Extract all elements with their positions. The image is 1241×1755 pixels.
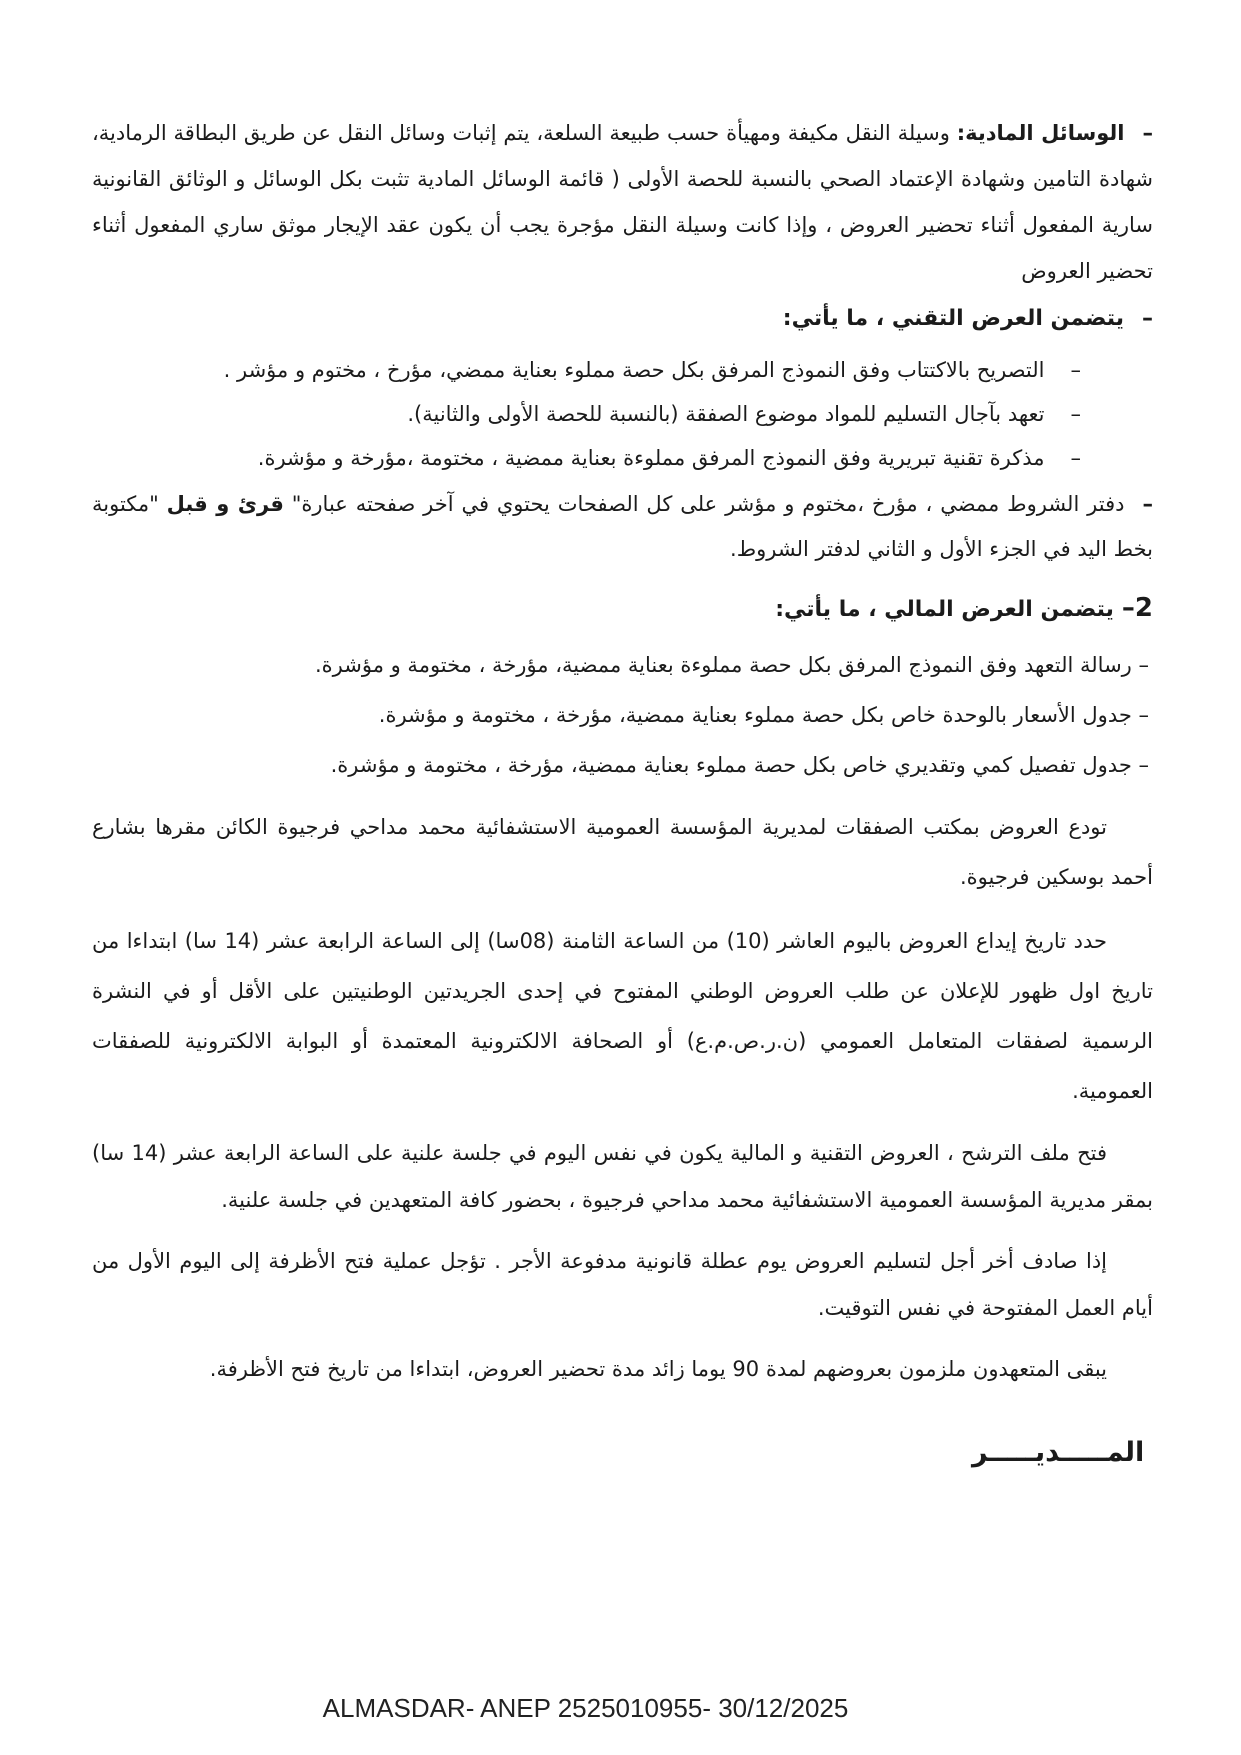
technical-offer-item-text: مذكرة تقنية تبريرية وفق النموذج المرفق مملوءة بعناية ممضية ، مختومة ،مؤرخة و مؤشرة.: [257, 446, 1045, 470]
holiday-postponement-paragraph: إذا صادف أخر أجل لتسليم العروض يوم عطلة قانونية مدفوعة الأجر . تؤجل عملية فتح الأظرفة إلى اليوم الأول من أيام العمل المفتوحة في نفس التوقيت.: [92, 1249, 1153, 1320]
financial-offer-list: [92, 642, 1153, 788]
cahier-des-charges-paragraph: [92, 482, 1153, 572]
financial-offer-item: – رسالة التعهد وفق النموذج المرفق بكل حصة مملوءة بعناية ممضية، مؤرخة ، مختومة و مؤشرة.: [314, 653, 1149, 677]
financial-offer-item: – جدول تفصيل كمي وتقديري خاص بكل حصة مملوء بعناية ممضية، مؤرخة ، مختومة و مؤشرة.: [330, 753, 1149, 777]
anep-reference-footer: ALMASDAR- ANEP 2525010955- 30/12/2025: [322, 1693, 849, 1723]
cahier-text-after: "مكتوبة بخط اليد في الجزء الأول و الثاني لدفتر الشروط.: [92, 492, 1153, 561]
technical-offer-item: [92, 348, 1081, 392]
financial-offer-heading-text: يتضمن العرض المالي ، ما يأتي:: [775, 597, 1114, 622]
cahier-text-before: دفتر الشروط ممضي ، مؤرخ ،مختوم و مؤشر على كل الصفحات يحتوي في آخر صفحته عبارة": [283, 492, 1125, 516]
bullet-dash: –: [1070, 446, 1081, 470]
technical-offer-heading: [92, 296, 1153, 342]
offer-validity-paragraph: يبقى المتعهدون ملزمون بعروضهم لمدة 90 يوما زائد مدة تحضير العروض، ابتداءا من تاريخ فتح الأظرفة.: [209, 1357, 1107, 1381]
bullet-dash: –: [1070, 402, 1081, 426]
bullet-dash: –: [1142, 492, 1153, 516]
document-body: [92, 110, 1153, 1468]
technical-offer-item-text: التصريح بالاكتتاب وفق النموذج المرفق بكل حصة مملوء بعناية ممضي، مؤرخ ، مختوم و مؤشر .: [223, 358, 1045, 382]
material-means-label: الوسائل المادية:: [956, 121, 1125, 145]
technical-offer-item-text: تعهد بآجال التسليم للمواد موضوع الصفقة (بالنسبة للحصة الأولى والثانية).: [407, 402, 1045, 426]
read-and-accepted-phrase: قرئ و قبل: [166, 492, 284, 516]
financial-offer-item: – جدول الأسعار بالوحدة خاص بكل حصة مملوء بعناية ممضية، مؤرخة ، مختومة و مؤشرة.: [378, 703, 1149, 727]
submission-location-paragraph: تودع العروض بمكتب الصفقات لمديرية المؤسسة العمومية الاستشفائية محمد مداحي فرجيوة الكائن مقرها بشارع أحمد بوسكين فرجيوة.: [92, 815, 1153, 889]
director-signature: المـــــديـــــر: [972, 1437, 1145, 1468]
technical-offer-item: [92, 392, 1081, 436]
bullet-dash: –: [1142, 121, 1153, 145]
deposit-date-paragraph: حدد تاريخ إيداع العروض باليوم العاشر (10) من الساعة الثامنة (08سا) إلى الساعة الرابعة عشر (14 سا) ابتداءا من تاريخ اول ظهور للإعلان عن طلب العروض الوطني المفتوح في إحدى الجريدتين الوطنيتين على الأقل أو في النشرة الرسمية لصفقات المتعامل العمومي (ن.ر.ص.م.ع) أو الصحافة الالكترونية المعتمدة أو البوابة الالكترونية للصفقات العمومية.: [92, 929, 1153, 1103]
technical-offer-list: [92, 348, 1153, 480]
bullet-dash: –: [1070, 358, 1081, 382]
material-means-paragraph: [92, 110, 1153, 294]
technical-offer-item: [92, 436, 1081, 480]
bullet-dash: –: [1142, 306, 1153, 331]
technical-offer-heading-text: يتضمن العرض التقني ، ما يأتي:: [782, 306, 1124, 331]
section-number: 2–: [1121, 593, 1153, 623]
financial-offer-heading: [92, 584, 1153, 634]
opening-session-paragraph: فتح ملف الترشح ، العروض التقنية و المالية يكون في نفس اليوم في جلسة علنية على الساعة الرابعة عشر (14 سا) بمقر مديرية المؤسسة العمومية الاستشفائية محمد مداحي فرجيوة ، بحضور كافة المتعهدين في جلسة علنية.: [92, 1141, 1153, 1212]
material-means-text: وسيلة النقل مكيفة ومهيأة حسب طبيعة السلعة، يتم إثبات وسائل النقل عن طريق البطاقة الرمادية، شهادة التامين وشهادة الإعتماد الصحي بالنسبة للحصة الأولى ( قائمة الوسائل المادية تثبت بكل الوسائل و الوثائق القانونية سارية المفعول أثناء تحضير العروض ، وإذا كانت وسيلة النقل مؤجرة يجب أن يكون عقد الإيجار موثق ساري المفعول أثناء تحضير العروض: [92, 121, 1153, 283]
